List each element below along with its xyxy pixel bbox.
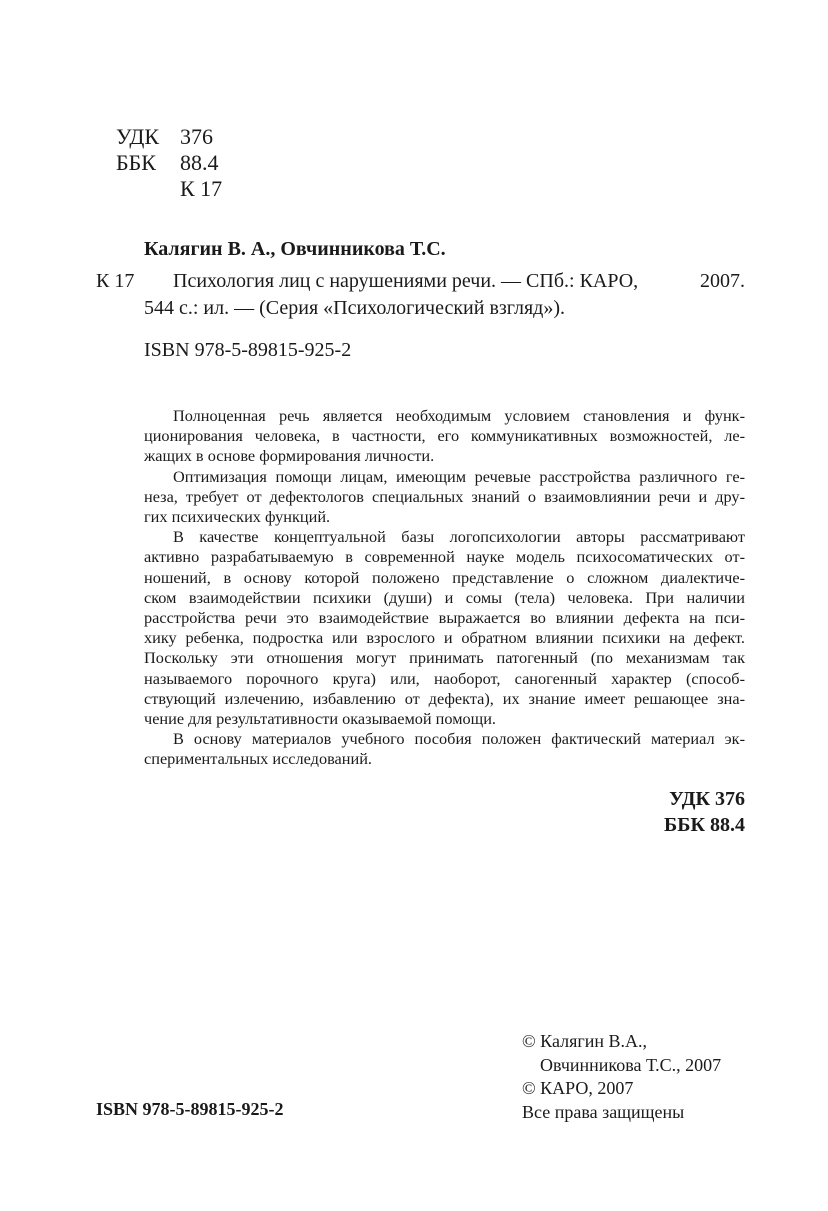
udk-value: 376	[180, 124, 213, 149]
annotation-line: Полноценная речь является необходимым условием становления и функ-	[173, 406, 745, 425]
annotation-line: ском взаимодействии психики (души) и сомы (тела) человека. При наличии	[144, 587, 745, 607]
bbk-value: 88.4	[180, 150, 219, 175]
annotation	[144, 406, 745, 770]
annotation-line: ношений, в основу которой положено представление о сложном диалектиче-	[144, 567, 745, 587]
udk-row	[116, 124, 222, 150]
bbk-bottom: ББК 88.4	[664, 814, 745, 836]
isbn-bottom: ISBN 978-5-89815-925-2	[96, 1099, 284, 1119]
catalog-codes-top	[116, 124, 222, 202]
author-mark-row	[116, 176, 222, 202]
annotation-line: называемого порочного круга) или, наоборот, саногенный характер (способ-	[144, 668, 745, 688]
annotation-line: Поскольку эти отношения могут принимать патогенный (по механизмам так	[144, 648, 745, 668]
udk-bottom: УДК 376	[669, 788, 745, 810]
bibliographic-mark: К 17	[96, 270, 135, 292]
annotation-line: жащих в основе формирования личности.	[144, 446, 435, 466]
copyright-line: © Калягин В.А.,	[522, 1031, 648, 1051]
annotation-line: ционирования человека, в частности, его коммуникативных возможностей, ле-	[144, 426, 745, 446]
annotation-line: расстройства речи это взаимодействие выражается во влиянии дефекта на пси-	[144, 608, 745, 628]
bibliographic-year: 2007.	[700, 270, 745, 292]
copyright-line: Овчинникова Т.С., 2007	[540, 1054, 722, 1075]
copyright-line: © КАРО, 2007	[522, 1078, 634, 1098]
author-mark: К 17	[180, 176, 223, 201]
annotation-line: неза, требует от дефектологов специальных знаний о взаимовлиянии речи и дру-	[144, 486, 745, 506]
annotation-line: Оптимизация помощи лицам, имеющим речевые расстройства различного ге-	[173, 466, 745, 486]
bibliographic-title-line	[173, 270, 745, 293]
annotation-line: В основу материалов учебного пособия положен фактический материал эк-	[173, 729, 745, 749]
isbn-top: ISBN 978-5-89815-925-2	[144, 339, 352, 361]
annotation-line: спериментальных исследований.	[144, 749, 372, 769]
catalog-codes-bottom	[664, 786, 745, 838]
annotation-line: В качестве концептуальной базы логопсихологии авторы рассматривают	[173, 527, 745, 547]
bbk-label: ББК	[116, 150, 156, 175]
annotation-line: гих психических функций.	[144, 507, 331, 527]
bibliographic-title: Психология лиц с нарушениями речи. — СПб.: КАРО,	[173, 270, 639, 292]
annotation-line: ствующий излечению, избавлению от дефекта), их знание имеет решающее зна-	[144, 688, 745, 708]
annotation-line: хику ребенка, подростка или взрослого и обратном влиянии психики на дефект.	[144, 628, 745, 648]
annotation-line: активно разрабатываемую в современной науке модель психосоматических от-	[144, 547, 745, 567]
bbk-row	[116, 150, 222, 176]
copyright-block	[522, 1030, 721, 1124]
udk-label: УДК	[116, 124, 160, 149]
authors-heading: Калягин В. А., Овчинникова Т.С.	[144, 238, 446, 260]
bibliographic-pages-series: 544 с.: ил. — (Серия «Психологический взгляд»).	[144, 297, 566, 319]
rights-reserved: Все права защищены	[522, 1101, 685, 1122]
annotation-line: чение для результативности оказываемой помощи.	[144, 709, 496, 729]
